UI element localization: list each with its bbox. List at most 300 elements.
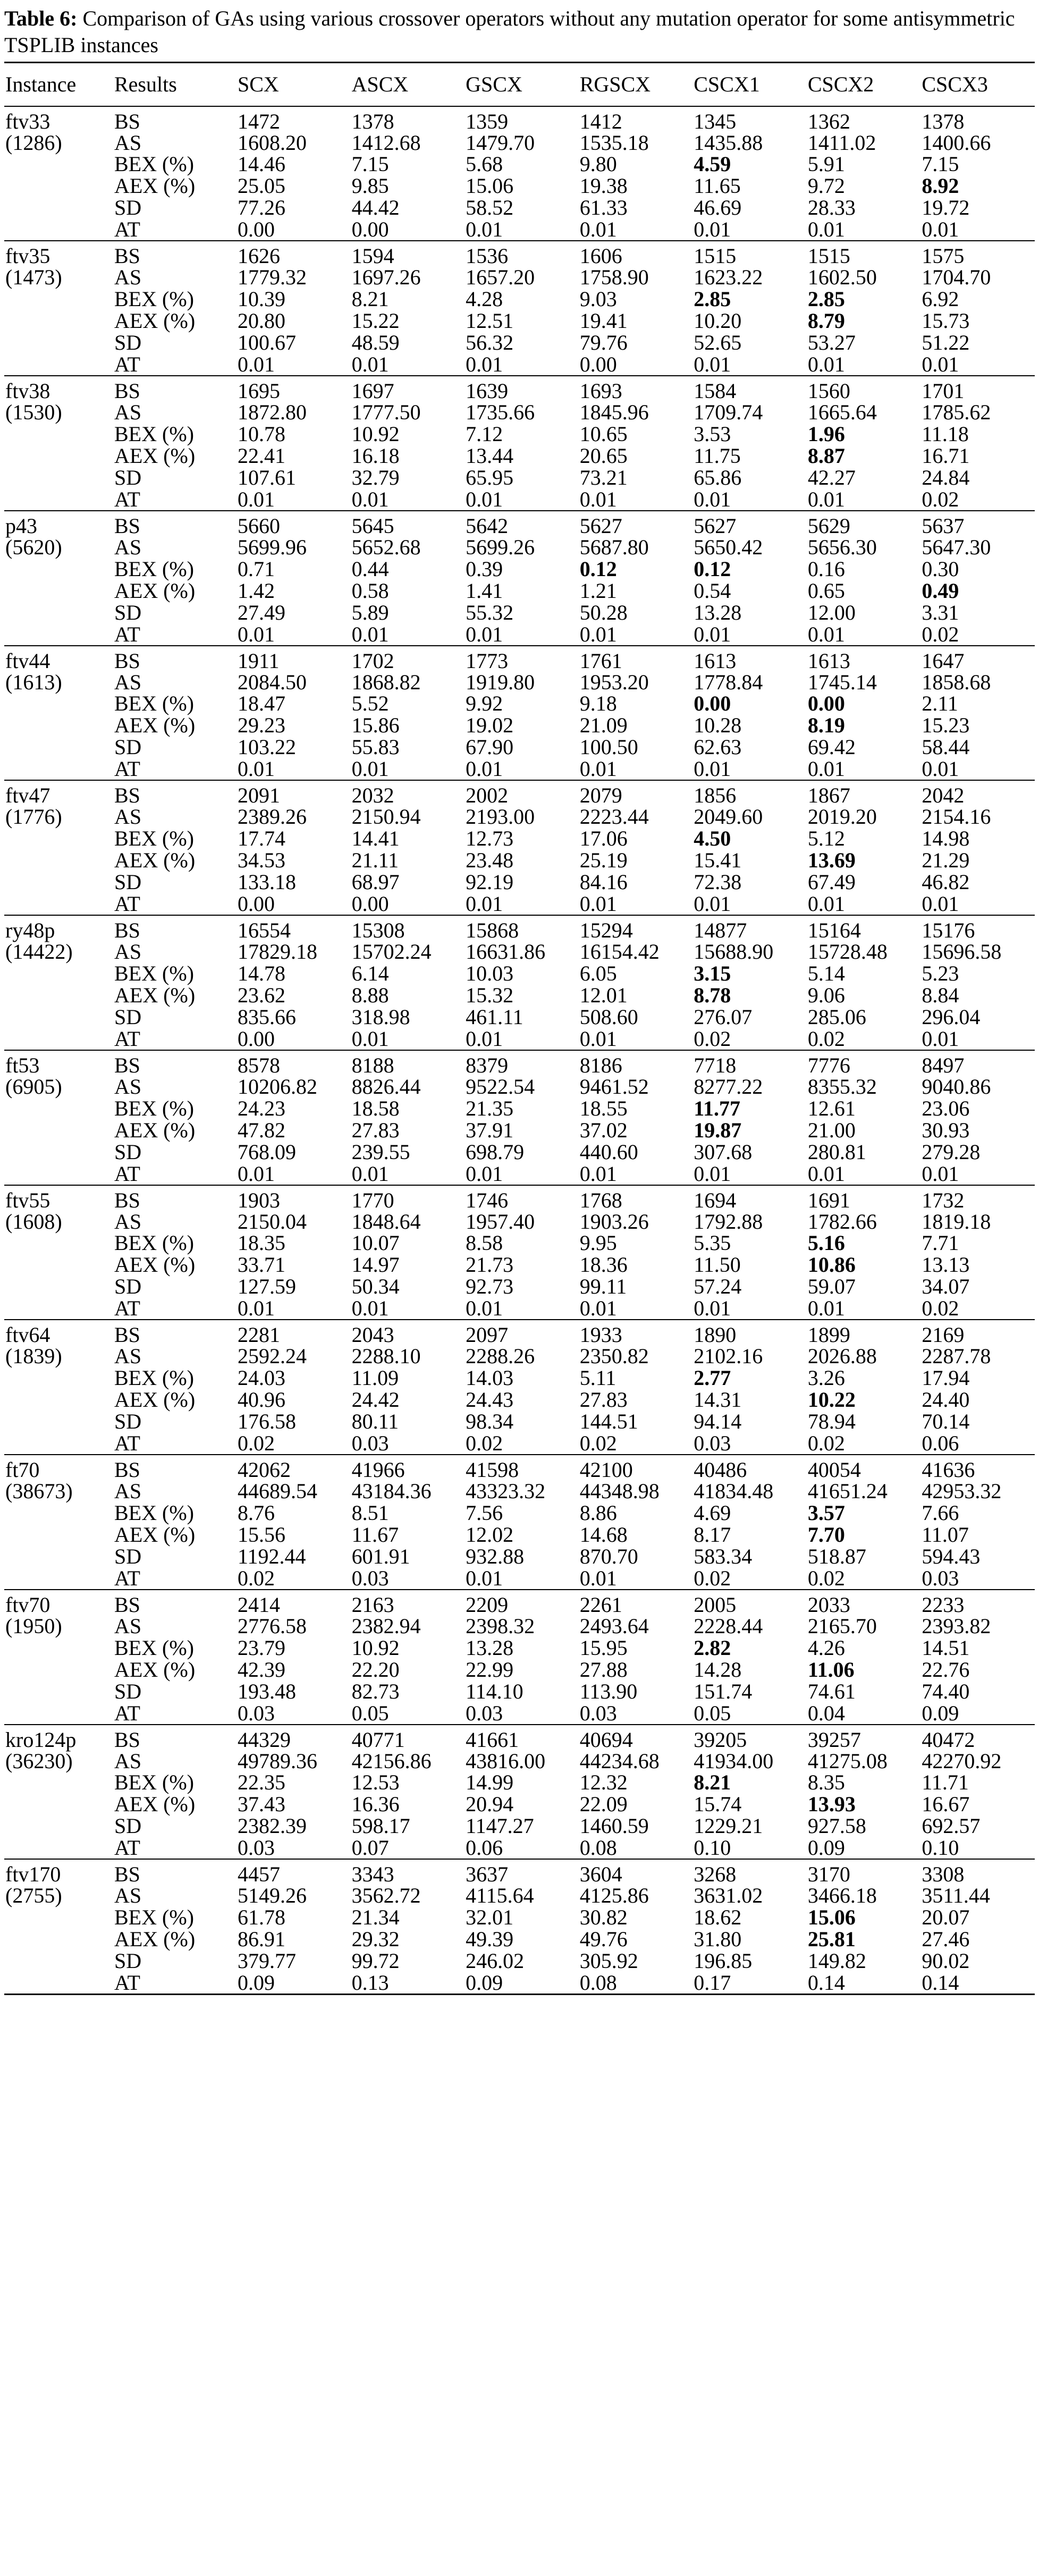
value-cell: 15696.58 [922,940,1002,964]
value-cell: 0.01 [807,758,921,780]
value-cell: 44689.54 [238,1479,317,1503]
result-label: BS [114,918,140,942]
instance-optimal: (1286) [5,130,62,155]
header-cscx3: CSCX3 [920,63,1035,106]
value-cell: 48.59 [351,331,400,355]
table-row [4,1455,1035,1481]
value-cell: 1400.66 [922,130,991,155]
value-cell: 37.43 [238,1792,285,1817]
value-cell: 0.01 [807,354,921,376]
table-row [4,941,1035,963]
value-cell: 2163 [351,1592,394,1617]
value-cell: 2287.78 [922,1344,991,1369]
instance-optimal: (1776) [5,805,62,829]
table-row [4,106,1035,132]
value-cell: 15.22 [351,309,400,333]
value-cell: 1735.66 [466,400,535,424]
table-row [4,915,1035,941]
value-cell: 15.95 [579,1635,628,1660]
value-cell: 70.14 [922,1409,970,1434]
value-cell: 151.74 [694,1679,753,1703]
instance-name: ftv55 [5,1188,50,1212]
instance-cell [4,1411,113,1433]
value-cell: 1613 [807,648,850,673]
value-cell: 41651.24 [807,1479,888,1503]
result-label: BEX (%) [114,1096,194,1120]
result-label: AEX (%) [114,1657,196,1682]
value-cell: 0.01 [579,1568,693,1590]
value-cell: 4.59 [694,152,731,176]
value-cell: 42953.32 [922,1479,1002,1503]
value-cell: 1608.20 [238,130,307,155]
value-cell: 193.48 [238,1679,296,1703]
caption-label: Table 6: [4,6,78,30]
value-cell: 24.40 [922,1388,970,1412]
value-cell: 10.03 [466,961,514,985]
instance-name: ftv38 [5,379,50,403]
value-cell: 1745.14 [807,670,877,694]
value-cell: 47.82 [238,1118,285,1142]
value-cell: 1890 [694,1323,737,1347]
table-row [4,354,1035,376]
result-label: AEX (%) [114,1792,196,1817]
instance-cell [4,672,113,694]
value-cell: 0.01 [464,1568,579,1590]
value-cell: 82.73 [351,1679,400,1703]
value-cell: 0.02 [692,1028,807,1050]
value-cell: 0.01 [807,489,921,511]
value-cell: 3637 [466,1862,509,1887]
value-cell: 42062 [238,1458,291,1482]
value-cell: 440.60 [579,1139,638,1164]
result-label: AEX (%) [114,1118,196,1142]
table-row [4,624,1035,646]
value-cell: 1919.80 [466,670,535,694]
value-cell: 0.00 [236,219,351,241]
value-cell: 1639 [466,379,509,403]
value-cell: 3631.02 [694,1884,763,1908]
value-cell: 1848.64 [351,1209,421,1234]
value-cell: 31.80 [694,1927,742,1952]
value-cell: 15.06 [807,1905,856,1930]
instance-cell [4,1163,113,1185]
value-cell: 0.01 [236,1298,351,1320]
value-cell: 2150.04 [238,1209,307,1234]
value-cell: 2.85 [807,287,845,311]
value-cell: 1933 [579,1323,622,1347]
result-label: AS [114,1479,142,1503]
value-cell: 835.66 [238,1004,296,1029]
value-cell: 90.02 [922,1949,970,1973]
instance-cell [4,289,113,310]
value-cell: 1845.96 [579,400,649,424]
result-label: AS [114,130,142,155]
value-cell: 296.04 [922,1004,981,1029]
result-label: AT [113,354,236,376]
value-cell: 67.49 [807,870,856,894]
value-cell: 16.36 [351,1792,400,1817]
value-cell: 46.69 [694,196,742,220]
instance-cell [4,1298,113,1320]
value-cell: 7.15 [351,152,389,176]
header-gscx: GSCX [464,63,579,106]
table-row [4,511,1035,537]
value-cell: 5660 [238,513,280,538]
value-cell: 41661 [466,1727,519,1752]
value-cell: 4115.64 [466,1884,534,1908]
value-cell: 1626 [238,244,280,268]
value-cell: 0.01 [464,1163,579,1185]
table-row [4,758,1035,780]
value-cell: 594.43 [922,1544,981,1568]
value-cell: 12.02 [466,1522,514,1547]
result-label: AT [113,758,236,780]
result-label: BEX (%) [114,961,194,985]
value-cell: 42156.86 [351,1749,432,1773]
value-cell: 601.91 [351,1544,410,1568]
value-cell: 5.91 [807,152,845,176]
value-cell: 0.02 [236,1433,351,1455]
value-cell: 15.74 [694,1792,742,1817]
value-cell: 15868 [466,918,519,942]
value-cell: 0.09 [236,1972,351,1995]
value-cell: 1515 [807,244,850,268]
value-cell: 62.63 [694,735,742,759]
value-cell: 176.58 [238,1409,296,1434]
value-cell: 55.32 [466,600,514,624]
value-cell: 0.01 [807,624,921,646]
value-cell: 40472 [922,1727,975,1752]
value-cell: 12.73 [466,826,514,851]
value-cell: 39205 [694,1727,747,1752]
value-cell: 2389.26 [238,805,307,829]
value-cell: 7718 [694,1053,737,1077]
value-cell: 0.01 [920,219,1035,241]
value-cell: 2026.88 [807,1344,877,1369]
value-cell: 9.18 [579,691,617,716]
value-cell: 9.03 [579,287,617,311]
instance-cell [4,1320,113,1346]
value-cell: 14.97 [351,1253,400,1277]
instance-cell [4,806,113,828]
value-cell: 40694 [579,1727,633,1752]
value-cell: 3.26 [807,1366,845,1390]
value-cell: 30.82 [579,1905,628,1930]
value-cell: 4457 [238,1862,280,1887]
result-label: BS [114,1862,140,1887]
instance-cell [4,511,113,537]
value-cell: 84.16 [579,870,628,894]
value-cell: 932.88 [466,1544,525,1568]
instance-cell [4,1681,113,1703]
result-label: AEX (%) [114,1927,196,1952]
value-cell: 0.01 [579,219,693,241]
value-cell: 1378 [351,109,394,133]
table-row [4,1254,1035,1276]
value-cell: 8379 [466,1053,509,1077]
value-cell: 0.01 [464,219,579,241]
value-cell: 5637 [922,513,965,538]
value-cell: 1697.26 [351,265,421,290]
value-cell: 0.01 [692,219,807,241]
table-row [4,1185,1035,1211]
instance-cell [4,1502,113,1524]
table-row [4,893,1035,915]
value-cell: 3.15 [694,961,731,985]
table-row [4,1815,1035,1837]
value-cell: 1594 [351,244,394,268]
instance-cell [4,1098,113,1120]
value-cell: 114.10 [466,1679,523,1703]
table-row [4,1142,1035,1163]
value-cell: 1899 [807,1323,850,1347]
value-cell: 44.42 [351,196,400,220]
value-cell: 78.94 [807,1409,856,1434]
value-cell: 1472 [238,109,280,133]
value-cell: 1229.21 [694,1814,763,1838]
table-row [4,1659,1035,1681]
value-cell: 52.65 [694,331,742,355]
value-cell: 0.01 [920,354,1035,376]
table-row [4,489,1035,511]
value-cell: 0.01 [920,1028,1035,1050]
value-cell: 10.39 [238,287,285,311]
value-cell: 68.97 [351,870,400,894]
instance-cell [4,941,113,963]
value-cell: 18.62 [694,1905,742,1930]
value-cell: 0.01 [236,758,351,780]
value-cell: 18.55 [579,1096,628,1120]
value-cell: 149.82 [807,1949,866,1973]
value-cell: 19.72 [922,196,970,220]
result-label: AS [114,535,142,559]
result-label: AEX (%) [114,1253,196,1277]
instance-optimal: (2755) [5,1884,62,1908]
value-cell: 127.59 [238,1274,296,1299]
value-cell: 1412.68 [351,130,421,155]
value-cell: 0.01 [236,354,351,376]
value-cell: 9040.86 [922,1074,991,1099]
result-label: SD [114,331,142,355]
instance-cell [4,354,113,376]
value-cell: 5699.26 [466,535,535,559]
value-cell: 27.46 [922,1927,970,1952]
value-cell: 0.09 [807,1837,921,1859]
header-cscx1: CSCX1 [692,63,807,106]
value-cell: 0.71 [238,556,275,581]
value-cell: 1768 [579,1188,622,1212]
value-cell: 0.39 [466,556,503,581]
instance-cell [4,106,113,132]
result-label: AT [113,1972,236,1995]
value-cell: 8355.32 [807,1074,877,1099]
table-body [4,106,1035,1995]
value-cell: 1613 [694,648,737,673]
value-cell: 22.20 [351,1657,400,1682]
instance-cell [4,424,113,445]
table-row [4,1590,1035,1616]
value-cell: 14.03 [466,1366,514,1390]
value-cell: 8.19 [807,713,845,738]
value-cell: 2592.24 [238,1344,307,1369]
instance-cell [4,1772,113,1794]
table-row [4,1481,1035,1502]
value-cell: 18.36 [579,1253,628,1277]
instance-cell [4,624,113,646]
table-row [4,715,1035,737]
table-row [4,289,1035,310]
value-cell: 15176 [922,918,975,942]
value-cell: 6.05 [579,961,617,985]
value-cell: 42.39 [238,1657,285,1682]
table-row [4,1298,1035,1320]
value-cell: 2193.00 [466,805,535,829]
value-cell: 0.01 [692,624,807,646]
table-row [4,175,1035,197]
value-cell: 67.90 [466,735,514,759]
result-label: BEX (%) [114,691,194,716]
value-cell: 18.58 [351,1096,400,1120]
value-cell: 12.32 [579,1770,628,1795]
value-cell: 2493.64 [579,1614,649,1638]
value-cell: 43323.32 [466,1479,546,1503]
value-cell: 0.01 [579,1163,693,1185]
instance-name: ftv64 [5,1323,50,1347]
value-cell: 2393.82 [922,1614,991,1638]
value-cell: 22.76 [922,1657,970,1682]
value-cell: 51.22 [922,331,970,355]
instance-name: ftv47 [5,783,50,808]
header-row [4,63,1035,106]
value-cell: 5629 [807,513,850,538]
result-label: AEX (%) [114,1522,196,1547]
value-cell: 13.28 [466,1635,514,1660]
instance-cell [4,1254,113,1276]
value-cell: 2.11 [922,691,958,716]
value-cell: 65.95 [466,465,514,489]
table-row [4,602,1035,624]
value-cell: 0.01 [579,1298,693,1320]
value-cell: 99.72 [351,1949,400,1973]
result-label: AEX (%) [114,848,196,873]
value-cell: 10.65 [579,421,628,446]
value-cell: 80.11 [351,1409,399,1434]
value-cell: 15.06 [466,174,514,198]
value-cell: 8.58 [466,1231,503,1255]
value-cell: 14.31 [694,1388,742,1412]
value-cell: 5.35 [694,1231,731,1255]
instance-cell [4,1524,113,1546]
value-cell: 0.14 [807,1972,921,1995]
instance-cell [4,758,113,780]
value-cell: 11.71 [922,1770,969,1795]
value-cell: 12.01 [579,983,628,1007]
value-cell: 41598 [466,1458,519,1482]
value-cell: 23.06 [922,1096,970,1120]
value-cell: 40771 [351,1727,405,1752]
instance-optimal: (1839) [5,1344,62,1369]
value-cell: 0.01 [807,1298,921,1320]
value-cell: 32.01 [466,1905,514,1930]
table-row [4,559,1035,580]
value-cell: 305.92 [579,1949,638,1973]
table-row [4,1772,1035,1794]
value-cell: 1.96 [807,421,845,446]
value-cell: 2209 [466,1592,509,1617]
value-cell: 1746 [466,1188,509,1212]
instance-optimal: (36230) [5,1749,73,1773]
value-cell: 22.35 [238,1770,285,1795]
value-cell: 8.84 [922,983,959,1007]
value-cell: 40486 [694,1458,747,1482]
value-cell: 0.01 [692,354,807,376]
value-cell: 0.09 [464,1972,579,1995]
table-row [4,1972,1035,1995]
value-cell: 1378 [922,109,965,133]
instance-cell [4,175,113,197]
value-cell: 12.53 [351,1770,400,1795]
result-label: BEX (%) [114,1635,194,1660]
value-cell: 5647.30 [922,535,991,559]
header-instance: Instance [4,63,113,106]
value-cell: 1856 [694,783,737,808]
instance-cell [4,1028,113,1050]
value-cell: 50.28 [579,600,628,624]
value-cell: 1691 [807,1188,850,1212]
value-cell: 9522.54 [466,1074,535,1099]
value-cell: 33.71 [238,1253,285,1277]
value-cell: 14.46 [238,152,285,176]
value-cell: 2350.82 [579,1344,649,1369]
value-cell: 196.85 [694,1949,753,1973]
value-cell: 8826.44 [351,1074,421,1099]
value-cell: 53.27 [807,331,856,355]
value-cell: 14.99 [466,1770,514,1795]
value-cell: 1770 [351,1188,394,1212]
value-cell: 3466.18 [807,1884,877,1908]
value-cell: 0.01 [692,1163,807,1185]
instance-name: ft53 [5,1053,40,1077]
value-cell: 0.03 [351,1433,465,1455]
value-cell: 5.11 [579,1366,616,1390]
value-cell: 8.78 [694,983,731,1007]
value-cell: 279.28 [922,1139,981,1164]
instance-cell [4,1007,113,1028]
value-cell: 5.89 [351,600,389,624]
value-cell: 14.28 [694,1657,742,1682]
instance-name: p43 [5,513,37,538]
value-cell: 16554 [238,918,291,942]
value-cell: 0.01 [351,624,465,646]
value-cell: 14.41 [351,826,400,851]
value-cell: 12.00 [807,600,856,624]
caption-text: Comparison of GAs using various crossover operators without any mutation operator for some antisymmetric TSPLIB instances [4,6,1015,57]
value-cell: 5.52 [351,691,389,716]
value-cell: 86.91 [238,1927,285,1952]
value-cell: 15.86 [351,713,400,738]
value-cell: 0.01 [579,893,693,915]
value-cell: 11.09 [351,1366,399,1390]
table-row [4,467,1035,489]
table-row [4,376,1035,402]
instance-cell [4,1346,113,1367]
value-cell: 2102.16 [694,1344,763,1369]
result-label: AS [114,1074,142,1099]
result-label: BEX (%) [114,1500,194,1525]
instance-cell [4,1751,113,1772]
value-cell: 0.13 [351,1972,465,1995]
value-cell: 92.19 [466,870,514,894]
